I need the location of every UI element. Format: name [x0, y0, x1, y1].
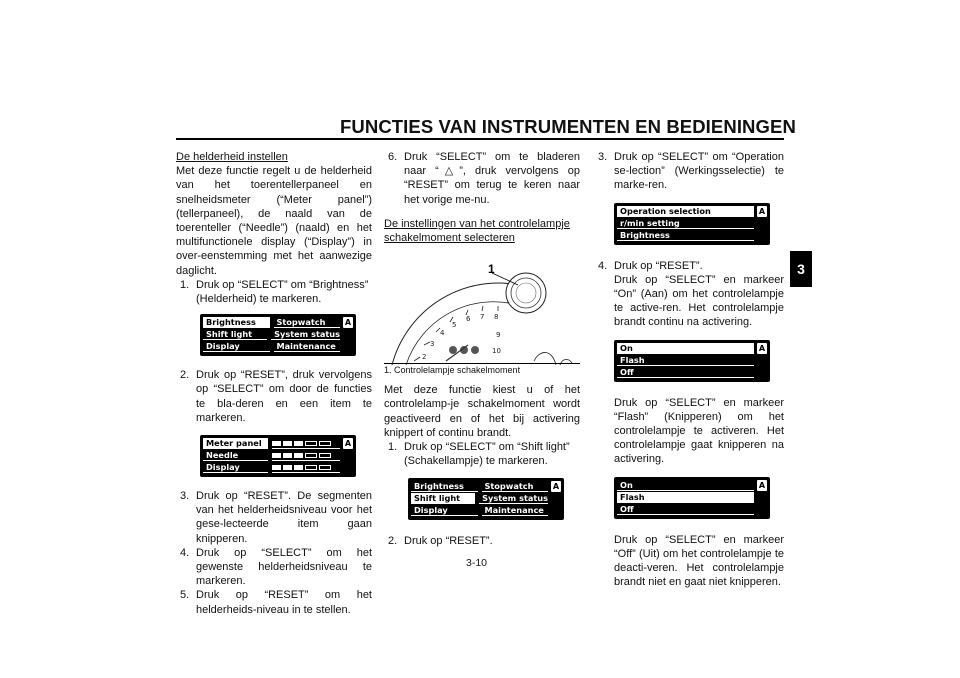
brightness-level-bars [272, 438, 340, 449]
tachometer-figure [384, 249, 580, 377]
lcd-menu-figure [408, 478, 580, 520]
step-number: 3. [180, 490, 190, 503]
list-item [384, 440, 580, 468]
list-item [176, 278, 372, 306]
lcd-item: Display [411, 505, 478, 516]
gauge-tick-label: 10 [492, 347, 501, 356]
column-3 [594, 150, 784, 589]
lcd-shift-menu [614, 203, 770, 245]
lcd-item: Brightness [411, 481, 478, 492]
gauge-tick-label: 8 [494, 313, 499, 322]
step-text: Druk “SELECT” om te bladeren naar “△”, druk vervolgens op “RESET” om terug te keren naar het vorige me-nu. [404, 151, 580, 206]
lcd-item: On [617, 480, 754, 491]
intro-paragraph: Met deze functie regelt u de helderheid van het toerentellerpaneel en snelheidsmeter (“Meter panel”) (tellerpaneel), de naald van de toerenteller (“Needle”) (naald) en het multifunctionele display (“Display”) in over-eenstemming met het aanwezige daglicht. [176, 165, 372, 277]
step-number: 2. [180, 369, 190, 382]
step-number: 1. [388, 441, 398, 454]
lcd-brightness-figure [200, 435, 372, 477]
paragraph: Druk op “SELECT” en markeer “Flash” (Knipperen) om het controlelampje te activeren. Het controlelampje gaat knipperen na activering. [614, 396, 784, 466]
step-number: 6. [388, 151, 398, 163]
gauge-tick-label: 4 [440, 329, 445, 338]
back-icon: A [758, 480, 766, 490]
list-item [384, 534, 580, 548]
lcd-item: Needle [203, 450, 268, 461]
step-text: Druk op “RESET”. [404, 535, 493, 548]
step-text: Druk op “SELECT” om “Brightness” (Helderheid) te markeren. [196, 278, 369, 306]
list-item [176, 489, 372, 546]
gauge-tick-label: 6 [466, 315, 471, 324]
step-text: Druk op “SELECT” om “Shift light” (Schakellampje) te markeren. [404, 441, 570, 468]
list-item [176, 546, 372, 589]
lcd-item: r/min setting [617, 218, 754, 229]
lcd-brightness [200, 435, 356, 477]
lcd-shift-figure [614, 203, 784, 245]
step-text: Druk op “SELECT” om “Operation se-lection” (Werkingsselectie) te marke-ren. [614, 151, 784, 192]
back-icon: A [758, 343, 766, 353]
lcd-item: On [617, 343, 754, 354]
lcd-onoff-menu [614, 340, 770, 382]
gauge-tick-label: 5 [452, 321, 457, 330]
page-number: 3-10 [466, 557, 488, 569]
lcd-item: Flash [617, 492, 754, 503]
step-number: 4. [180, 546, 190, 559]
lcd-item: Maintenance [274, 341, 341, 352]
chapter-tab: 3 [790, 251, 812, 287]
lcd-menu-figure [200, 314, 372, 356]
lcd-item: Display [203, 462, 268, 473]
column-1 [176, 150, 372, 617]
list-item [594, 259, 784, 273]
lcd-item: System status [479, 493, 548, 504]
paragraph: Druk op “SELECT” en markeer “On” (Aan) om het controlelampje te active-ren. Het controlelampje brandt continu na activering. [614, 273, 784, 329]
callout-number: 1 [488, 262, 495, 277]
brightness-level-bars [272, 462, 340, 473]
step-text: Druk op “RESET”, druk vervolgens op “SELECT” om door de functies te bla-deren en een item te markeren. [196, 369, 372, 424]
gauge-tick-label: 7 [480, 313, 485, 322]
lcd-item: Meter panel [203, 438, 268, 449]
lcd-main-menu [408, 478, 564, 520]
lcd-on-figure [614, 340, 784, 382]
back-icon: A [552, 482, 560, 492]
gauge-tick-label: 2 [422, 353, 427, 362]
list-item [176, 588, 372, 616]
step-number: 2. [388, 535, 398, 548]
list-item [176, 368, 372, 425]
lcd-item: Maintenance [482, 505, 549, 516]
header-rule [176, 138, 784, 140]
step-text: Druk op “RESET”. De segmenten van het helderheidsniveau voor het gese-lecteerde item gaan knipperen. [196, 490, 372, 545]
lcd-main-menu [200, 314, 356, 356]
paragraph: Druk op “SELECT” en markeer “Off” (Uit) om het controlelampje te deacti-veren. Het controlelampje brandt niet en gaat niet knipperen. [614, 533, 784, 589]
step-text: Druk op “RESET”. [614, 259, 703, 272]
step-text: Druk op “RESET” om het helderheids-niveau in te stellen. [196, 589, 372, 616]
back-icon: A [344, 439, 352, 449]
lcd-item: Shift light [411, 493, 475, 504]
lcd-item: Shift light [203, 329, 267, 340]
gauge-tick-label: 3 [430, 340, 435, 349]
caption-rule [384, 363, 580, 364]
column-2 [384, 150, 580, 549]
step-number: 5. [180, 589, 190, 602]
brightness-level-bars [272, 450, 340, 461]
section-heading: De instellingen van het controlelampje schakelmoment selecteren [384, 217, 570, 245]
lcd-item: Brightness [617, 230, 754, 241]
list-item [384, 150, 580, 207]
step-number: 1. [180, 278, 190, 291]
lcd-item: Display [203, 341, 270, 352]
lcd-item: Stopwatch [274, 317, 341, 328]
lcd-item: Off [617, 504, 754, 515]
lcd-item: Brightness [203, 317, 270, 328]
gauge-tick-label: 9 [496, 331, 501, 340]
back-icon: A [344, 318, 352, 328]
lcd-item: Stopwatch [482, 481, 549, 492]
lcd-item: Flash [617, 355, 754, 366]
back-icon: A [758, 206, 766, 216]
step-number: 4. [598, 259, 608, 272]
intro-paragraph: Met deze functie kiest u of het controlelamp-je schakelmoment wordt geactiveerd en of het bij activering knippert of continu brandt. [384, 384, 580, 439]
lcd-flash-figure [614, 477, 784, 519]
list-item [594, 150, 784, 193]
lcd-item: Off [617, 367, 754, 378]
figure-caption: 1. Controlelampje schakelmoment [384, 365, 521, 376]
step-number: 3. [598, 151, 608, 163]
tachometer-illustration [384, 249, 580, 377]
lcd-onoff-menu [614, 477, 770, 519]
lcd-item: System status [271, 329, 340, 340]
page-title: FUNCTIES VAN INSTRUMENTEN EN BEDIENINGEN [340, 116, 796, 137]
lcd-item: Operation selection [617, 206, 754, 217]
step-text: Druk op “SELECT” om het gewenste helderheidsniveau te markeren. [196, 546, 372, 588]
section-heading: De helderheid instellen [176, 151, 288, 163]
